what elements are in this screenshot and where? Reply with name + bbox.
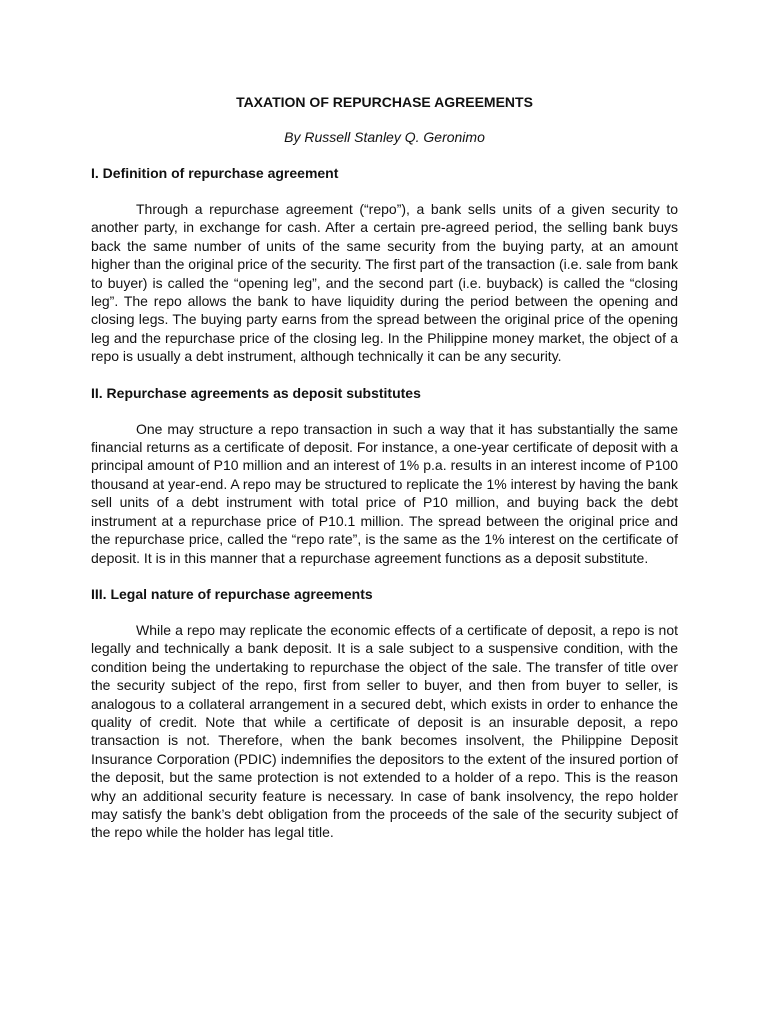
section-legal-nature bbox=[91, 585, 678, 842]
section-heading: III. Legal nature of repurchase agreements bbox=[91, 585, 373, 602]
document-author: By Russell Stanley Q. Geronimo bbox=[284, 129, 485, 145]
section-definition bbox=[91, 164, 678, 366]
section-heading: II. Repurchase agreements as deposit substitutes bbox=[91, 384, 421, 401]
section-paragraph: Through a repurchase agreement (“repo”), a bank sells units of a given security to another party, in exchange for cash. After a certain pre-agreed period, the selling bank buys back the same number of units of the same security from the buying party, at an amount higher than the original price of the security. The first part of the transaction (i.e. sale from bank to buyer) is called the “opening leg”, and the second part (i.e. buyback) is called the “closing leg”. The repo allows the bank to have liquidity during the period between the opening and closing legs. The buying party earns from the spread between the original price of the opening leg and the repurchase price of the closing leg. In the Philippine money market, the object of a repo is usually a debt instrument, although technically it can be any security. bbox=[91, 201, 679, 365]
section-paragraph: While a repo may replicate the economic effects of a certificate of deposit, a repo is not legally and technically a bank deposit. It is a sale subject to a suspensive condition, with the condition being the undertaking to repurchase the object of the sale. The transfer of title over the security subject of the repo, first from seller to buyer, and then from buyer to seller, is analogous to a collateral arrangement in a secured debt, which exists in order to enhance the quality of credit. Note that while a certificate of deposit is an insurable deposit, a repo transaction is not. Therefore, when the bank becomes insolvent, the Philippine Deposit Insurance Corporation (PDIC) indemnifies the depositors to the extent of the insured portion of the deposit, but the same protection is not extended to a holder of a repo. This is the reason why an additional security feature is necessary. In case of bank insolvency, the repo holder may satisfy the bank’s debt obligation from the proceeds of the sale of the security subject of the repo while the holder has legal title. bbox=[91, 621, 678, 841]
section-heading: I. Definition of repurchase agreement bbox=[91, 165, 339, 181]
document-title: TAXATION OF REPURCHASE AGREEMENTS bbox=[236, 94, 533, 110]
document-page bbox=[91, 93, 678, 860]
section-deposit-substitutes bbox=[91, 384, 678, 567]
section-paragraph: One may structure a repo transaction in such a way that it has substantially the same financial returns as a certificate of deposit. For instance, a one-year certificate of deposit with a principal amount of P10 million and an interest of 1% p.a. results in an interest income of P100 thousand at year-end. A repo may be structured to replicate the 1% interest by having the bank sell units of a debt instrument with total price of P10 million, and buying back the debt instrument at a repurchase price of P10.1 million. The spread between the original price and the repurchase price, called the “repo rate”, is the same as the 1% interest on the certificate of deposit. It is in this manner that a repurchase agreement functions as a deposit substitute. bbox=[91, 420, 678, 566]
